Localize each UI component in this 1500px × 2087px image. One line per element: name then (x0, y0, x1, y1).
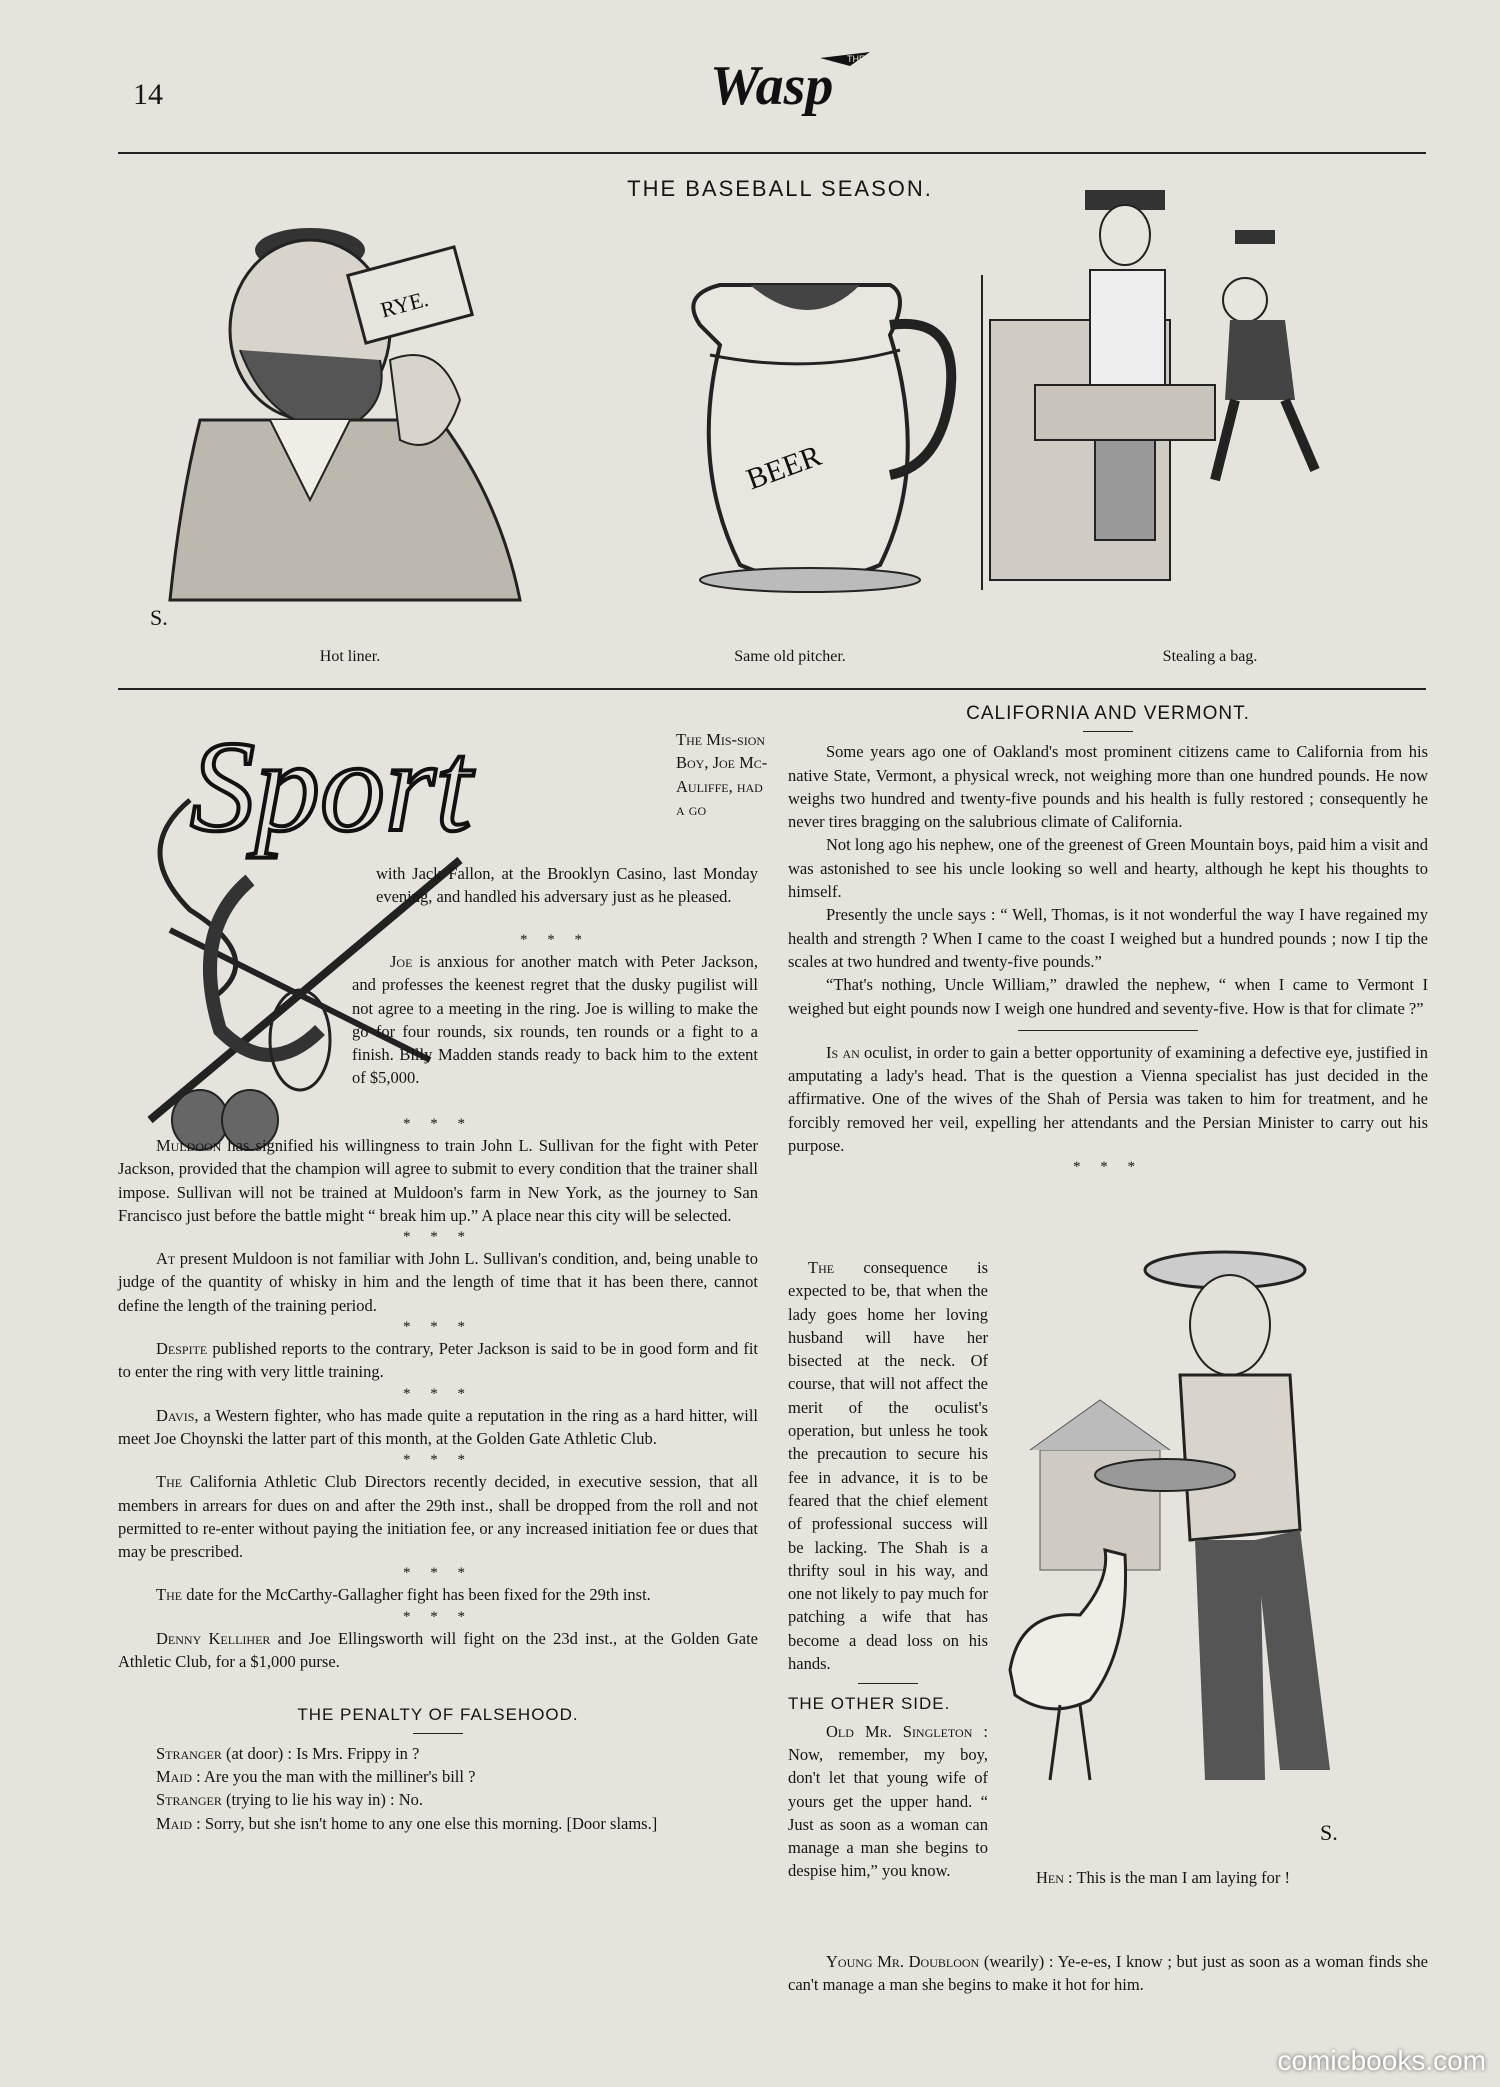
california-paragraph: Some years ago one of Oakland's most prominent citizens came to California from his native State, Vermont, a physical wreck, not weighing more than one hundred pounds. He now weighs two hundred and twenty-five pounds and his health is fully restored ; consequently he never tires bragging on the salubrious climate of California. (788, 742, 1428, 832)
sport-intro-top (676, 728, 770, 821)
california-paragraph: Presently the uncle says : “ Well, Thomas, is it not wonderful the way I have regained my health and strength ? When I came to the coast I weighed but a hundred pounds ; now I tip the scales at two hundred and twenty-five pounds.” (788, 905, 1428, 971)
other-side-doubloon-text: Young Mr. Doubloon (wearily) : Ye-e-es, I know ; but just as soon as a woman finds she can't manage a man she begins to make it hot for him. (788, 1952, 1428, 1995)
stars-separator: * * * (403, 1385, 473, 1402)
penalty-line: Stranger (at door) : Is Mrs. Frippy in ? (156, 1743, 420, 1763)
sport-column (352, 930, 758, 1090)
page-number: 14 (133, 78, 163, 111)
stars-separator: * * * (403, 1452, 473, 1469)
sport-item-kelliher: Denny Kelliher and Joe Ellingsworth will fight on the 23d inst., at the Golden Gate Athletic Club, for a $1,000 purse. (118, 1628, 758, 1672)
same-old-pitcher-illustration (660, 265, 960, 595)
masthead-logo (700, 38, 880, 138)
short-rule (858, 1683, 918, 1684)
stars-separator: * * * (403, 1565, 473, 1582)
caption-hot-liner: Hot liner. (319, 648, 381, 665)
oculist-paragraph: Is an oculist, in order to gain a better opportunity of examining a defective eye, justified in amputating a lady's head. That is the question a Vienna specialist has just decided in the affirmative. One of the wives of the Shah of Persia was taken to him for treatment, and he forcibly removed her veil, expelling her attendants and the Persian Minister to carry out his purpose. (788, 1042, 1428, 1156)
farmer-and-hen-illustration (990, 1250, 1430, 1860)
sport-intro-b: with Jack Fallon, at the Brooklyn Casino, last Monday evening, and handled his adversary just as he pleased. (376, 864, 758, 907)
stars-separator: * * * (403, 1229, 473, 1246)
penalty-title: THE PENALTY OF FALSEHOOD. (297, 1705, 579, 1725)
header-rule (118, 152, 1426, 154)
watermark: comicbooks.com (1277, 2045, 1486, 2076)
rye-bottle-label: RYE. (377, 285, 431, 323)
other-side-doubloon (788, 1950, 1428, 1997)
farmer-signature: S. (1320, 1820, 1338, 1845)
hen-caption: Hen : This is the man I am laying for ! (1036, 1868, 1290, 1887)
sport-heading-text: Sport (190, 715, 472, 859)
masthead-title: Wasp (710, 55, 834, 117)
section-rule (1018, 1030, 1198, 1031)
stars-separator: * * * (403, 1319, 473, 1336)
penalty-line: Stranger (trying to lie his way in) : No. (156, 1790, 424, 1810)
other-side-singleton: Old Mr. Singleton : Now, remember, my boy, don't let that young wife of yours get the upper hand. “ Just as soon as a woman can manage a man she begins to despise him,” you know. (788, 1721, 988, 1881)
stars-separator: * * * (520, 932, 590, 948)
sport-item-despite: Despite published reports to the contrary, Peter Jackson is said to be in good form and fit to enter the ring with very little training. (118, 1339, 758, 1382)
panel-divider (981, 275, 983, 590)
california-paragraph: “That's nothing, Uncle William,” drawled the nephew, “ when I came to Vermont I weighed but eight pounds now I weigh one hundred and seventy-five. How is that for climate ?” (788, 975, 1428, 1018)
penalty-dialog (118, 1742, 758, 1835)
oculist-paragraph-2: The consequence is expected to be, that when the lady goes home her loving husband will have her bisected at the neck. Of course, that will not affect the merit of the oculist's operation, but unless he took the precaution to secure his fee in advance, it is to be feared that the chief element of professional success will be lacking. The Shah is a thrifty soul in his way, and one not likely to pay much for patching a wife that has become a dead loss on his hands. (788, 1258, 988, 1674)
other-side-title: THE OTHER SIDE. (788, 1694, 951, 1714)
sport-item-directors: The California Athletic Club Directors recently decided, in executive session, that all members in arrears for dues on and after the 29th inst., shall be dropped from the roll and not permitted to re-enter without paying the initiation fee, or any increased initiation fee or dues that may be prescribed. (118, 1472, 758, 1562)
oculist-continued (788, 1256, 988, 1883)
right-column (788, 694, 1428, 1177)
california-paragraph: Not long ago his nephew, one of the greenest of Green Mountain boys, paid him a visit and was astonished to see his uncle looking so well and hearty, although he kept his thoughts to himself. (788, 835, 1428, 902)
beer-pitcher-label: BEER (742, 439, 826, 497)
stars-separator: * * * (1073, 1159, 1143, 1176)
stars-separator: * * * (403, 1116, 473, 1132)
cartoon-signature: S. (150, 605, 168, 630)
sport-item-date: The date for the McCarthy-Gallagher fight has been fixed for the 29th inst. (156, 1585, 651, 1605)
hot-liner-illustration (140, 200, 585, 630)
sport-item-davis: Davis, a Western fighter, who has made quite a reputation in the ring as a hard hitter, will meet Joe Choynski the latter part of this month, at the Golden Gate Athletic Club. (118, 1405, 758, 1448)
penalty-line: Maid : Sorry, but she isn't home to any one else this morning. [Door slams.] (156, 1813, 658, 1833)
sport-item-muldoon: Muldoon has signified his willingness to train John L. Sullivan for the fight with Peter Jackson, provided that the champion will agree to submit to every condition that the trainer shall impose. Sullivan will not be trained at Muldoon's farm in New York, as the journey to San Francisco just before the battle might “ break him up.” A place near this city will be selected. (118, 1136, 758, 1225)
california-title: CALIFORNIA AND VERMONT. (966, 703, 1250, 724)
caption-stealing-a-bag: Stealing a bag. (1162, 648, 1258, 665)
sport-column-lower (118, 1114, 758, 1835)
penalty-rule (413, 1733, 463, 1734)
sport-intro-a: The Mis-sion Boy, Joe Mc-Auliffe, had a go (676, 730, 768, 819)
california-rule (1083, 731, 1133, 732)
cartoon-title: THE BASEBALL SEASON. (627, 176, 933, 201)
cartoon-bottom-rule (118, 688, 1426, 690)
sport-item-at-present: At present Muldoon is not familiar with John L. Sullivan's condition, and, being unable to judge of the quantity of whisky in him and the length of time that it has been there, cannot define the length of the training period. (118, 1249, 758, 1315)
masthead-small: THE (847, 54, 865, 64)
stars-separator: * * * (403, 1608, 473, 1625)
caption-same-old-pitcher: Same old pitcher. (734, 648, 846, 665)
sport-item-joe: Joe is anxious for another match with Peter Jackson, and professes the keenest regret that the dusky pugilist will not agree to a meeting in the ring. Joe is willing to make the go for four rounds, six rounds, ten rounds or a fight to a finish. Billy Madden stands ready to back him to the extent of $5,000. (352, 952, 758, 1088)
penalty-line: Maid : Are you the man with the milliner's bill ? (156, 1766, 476, 1786)
sport-intro-bottom (118, 862, 758, 909)
stealing-a-bag-illustration (985, 190, 1435, 590)
